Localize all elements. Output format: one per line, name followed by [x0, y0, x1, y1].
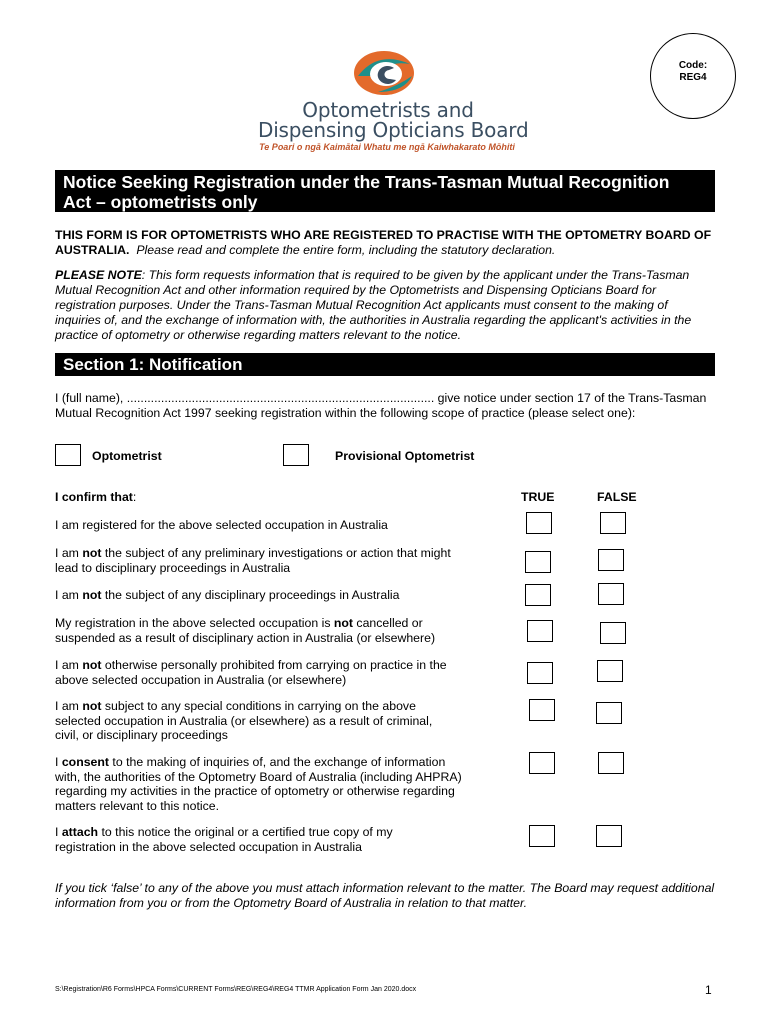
organisation-maori-name: Te Poari o ngā Kaimātai Whatu me ngā Kaiwhakarato Mōhiti — [259, 142, 515, 152]
intro-paragraph — [55, 228, 715, 258]
statement-1-true-checkbox[interactable] — [526, 512, 552, 534]
statement-6: I am not subject to any special conditions in carrying on the above selected occupation in Australia (or elsewhere) as a result of criminal, civil, or disciplinary proceedings — [55, 699, 433, 742]
confirm-label: I confirm that: — [55, 490, 137, 504]
statement-5: I am not otherwise personally prohibited from carrying on practice in the above selected occupation in Australia (or elsewhere) — [55, 658, 447, 687]
statement-6-false-checkbox[interactable] — [596, 702, 622, 724]
statement-7: I consent to the making of inquiries of, and the exchange of information with, the authorities of the Optometry Board of Australia (including AHPRA) regarding my activities in the practice of optometry or otherwise regarding matters relevant to this notice. — [55, 755, 462, 813]
statement-3: I am not the subject of any disciplinary proceedings in Australia — [55, 588, 400, 602]
statement-1-false-checkbox[interactable] — [600, 512, 626, 534]
statement-2: I am not the subject of any preliminary investigations or action that might lead to disciplinary proceedings in Australia — [55, 546, 451, 575]
please-note-paragraph — [55, 268, 715, 343]
form-code-badge — [650, 33, 736, 119]
page-number: 1 — [705, 983, 712, 997]
section-1-heading: Section 1: Notification — [55, 353, 715, 376]
notice-paragraph: I (full name), .......................................................................................... give notice under section 17 of the Trans-Tasman Mutual Recognition Act 1997 seeking registration within the following scope of practice (please select one): — [55, 391, 707, 420]
statement-7-false-checkbox[interactable] — [598, 752, 624, 774]
statement-2-true-checkbox[interactable] — [525, 551, 551, 573]
statement-7-true-checkbox[interactable] — [529, 752, 555, 774]
statement-3-true-checkbox[interactable] — [525, 584, 551, 606]
org-name-line2: Dispensing Opticians Board — [258, 118, 529, 142]
false-column-header: FALSE — [597, 490, 637, 504]
provisional-optometrist-option-label: Provisional Optometrist — [335, 449, 475, 463]
board-logo-icon — [348, 46, 418, 100]
statement-8-true-checkbox[interactable] — [529, 825, 555, 847]
statement-4-false-checkbox[interactable] — [600, 622, 626, 644]
statement-8: I attach to this notice the original or a certified true copy of my registration in the above selected occupation in Australia — [55, 825, 393, 854]
intro-italic: Please read and complete the entire form, including the statutory declaration. — [136, 243, 556, 257]
statement-3-false-checkbox[interactable] — [598, 583, 624, 605]
statement-4: My registration in the above selected occupation is not cancelled or suspended as a result of disciplinary action in Australia (or elsewhere) — [55, 616, 436, 645]
code-label: Code: — [678, 60, 708, 71]
statement-5-true-checkbox[interactable] — [527, 662, 553, 684]
form-title-line1: Notice Seeking Registration under the Trans-Tasman Mutual Recognition — [63, 172, 670, 192]
statement-4-true-checkbox[interactable] — [527, 620, 553, 642]
provisional-optometrist-checkbox[interactable] — [283, 444, 309, 466]
form-title-banner — [55, 170, 715, 212]
please-note-text: : This form requests information that is required to be given by the applicant under the Trans-Tasman Mutual Recognition Act and other information required by the Optometrists and Dispensing Opticians Board for registration purposes. Under the Trans-Tasman Mutual Recognition Act applicants must consent to the making of inquiries of, and the exchange of information with, the authorities in Australia regarding the applicant's activities in the practice of optometry or otherwise regarding matters relevant to the notice. — [55, 268, 692, 342]
optometrist-checkbox[interactable] — [55, 444, 81, 466]
false-answer-note: If you tick ‘false’ to any of the above you must attach information relevant to the matter. The Board may request additional information from you or from the Optometry Board of Australia in relation to that matter. — [55, 881, 715, 910]
optometrist-option-label: Optometrist — [92, 449, 162, 463]
statement-2-false-checkbox[interactable] — [598, 549, 624, 571]
statement-8-false-checkbox[interactable] — [596, 825, 622, 847]
document-path-footer: S:\Registration\R6 Forms\HPCA Forms\CURRENT Forms\REG\REG4\REG4 TTMR Application Form Jan 2020.docx — [55, 986, 417, 993]
please-note-label: PLEASE NOTE — [55, 268, 142, 282]
intro-bold: THIS FORM IS FOR OPTOMETRISTS WHO ARE REGISTERED TO PRACTISE WITH THE OPTOMETRY BOARD OF AUSTRALIA. — [55, 228, 712, 257]
statement-1: I am registered for the above selected occupation in Australia — [55, 518, 388, 532]
org-name-line1: Optometrists and — [302, 98, 474, 122]
form-title-line2: Act – optometrists only — [63, 192, 258, 212]
statement-5-false-checkbox[interactable] — [597, 660, 623, 682]
statement-6-true-checkbox[interactable] — [529, 699, 555, 721]
true-column-header: TRUE — [521, 490, 555, 504]
code-value: REG4 — [679, 72, 707, 83]
organisation-name — [258, 98, 529, 142]
